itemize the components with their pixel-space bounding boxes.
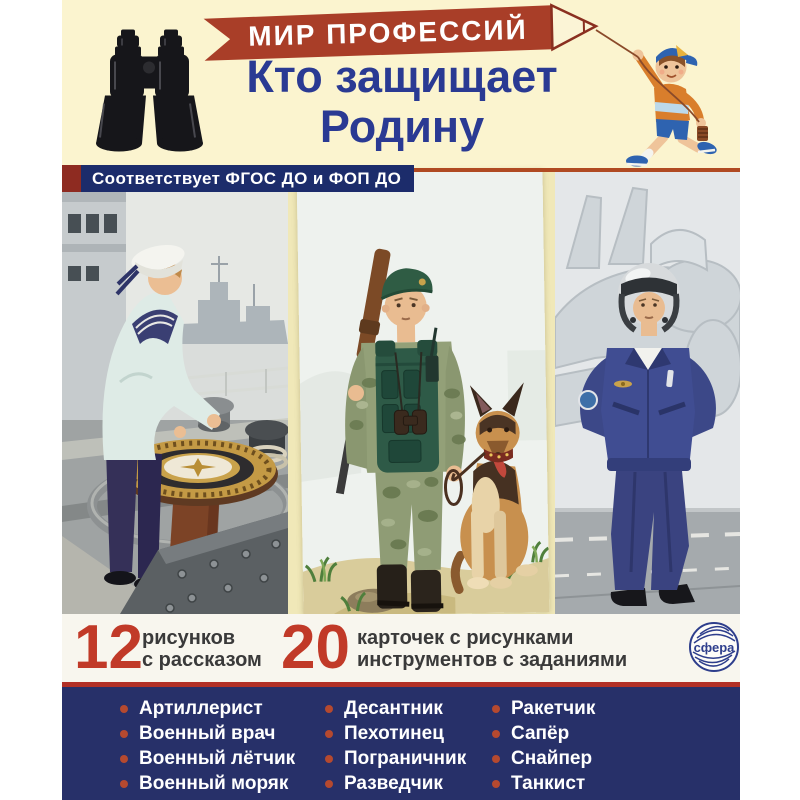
stats-band [62, 614, 740, 682]
professions-footer [62, 687, 740, 800]
list-item [492, 746, 595, 771]
ribbon-pencil-tip [551, 4, 596, 49]
boy-with-kite-illustration [618, 36, 722, 168]
bullet-dot [325, 730, 333, 738]
sfera-logo-icon [688, 617, 740, 677]
profession-label: Десантник [344, 697, 443, 719]
list-item [492, 771, 595, 796]
list-item [492, 721, 595, 746]
bullet-dot [492, 780, 500, 788]
cover [62, 0, 740, 800]
bullet-dot [325, 705, 333, 713]
publisher-logo-text: сфера [693, 640, 735, 655]
title-line-2: Родину [319, 101, 485, 152]
profession-label: Военный врач [139, 722, 276, 744]
profession-label: Пограничник [344, 747, 467, 769]
bullet-dot [325, 755, 333, 763]
sailor-at-compass-illustration [62, 172, 288, 614]
artwork-strip [62, 172, 740, 614]
series-title: МИР ПРОФЕССИЙ [247, 13, 529, 52]
compliance-text: Соответствует ФГОС ДО и ФОП ДО [81, 165, 414, 192]
title-line-1: Кто защищает [246, 51, 558, 102]
stat-number-cards: 20 [281, 613, 350, 682]
bullet-dot [120, 705, 128, 713]
stat-number-pictures: 12 [74, 613, 143, 682]
profession-list-column-1 [120, 696, 295, 796]
list-item [120, 746, 295, 771]
profession-label: Ракетчик [511, 697, 596, 719]
profession-label: Танкист [511, 772, 586, 794]
list-item [492, 696, 595, 721]
profession-label: Военный моряк [139, 772, 289, 794]
border-guard-with-dog-illustration [297, 170, 550, 616]
list-item [120, 696, 295, 721]
stat-label-pictures: рисунков с рассказом [142, 627, 262, 671]
bullet-dot [120, 755, 128, 763]
compliance-accent [62, 165, 81, 192]
compliance-banner [62, 165, 414, 192]
list-item [120, 721, 295, 746]
bullet-dot [492, 755, 500, 763]
bullet-dot [325, 780, 333, 788]
profession-list-column-3 [492, 696, 595, 796]
bullet-dot [492, 730, 500, 738]
list-item [325, 771, 466, 796]
main-title [162, 52, 642, 152]
bullet-dot [120, 780, 128, 788]
bullet-dot [120, 730, 128, 738]
header [62, 0, 740, 172]
profession-label: Сапёр [511, 722, 570, 744]
profession-list-column-2 [325, 696, 466, 796]
profession-label: Военный лётчик [139, 747, 296, 769]
profession-label: Снайпер [511, 747, 593, 769]
list-item [325, 746, 466, 771]
list-item [120, 771, 295, 796]
profession-label: Разведчик [344, 772, 443, 794]
list-item [325, 721, 466, 746]
pilot-with-jet-illustration [555, 172, 740, 614]
profession-label: Пехотинец [344, 722, 444, 744]
bullet-dot [492, 705, 500, 713]
stat-label-cards: карточек с рисунками инструментов с заданиями [357, 627, 628, 671]
profession-label: Артиллерист [139, 697, 263, 719]
list-item [325, 696, 466, 721]
